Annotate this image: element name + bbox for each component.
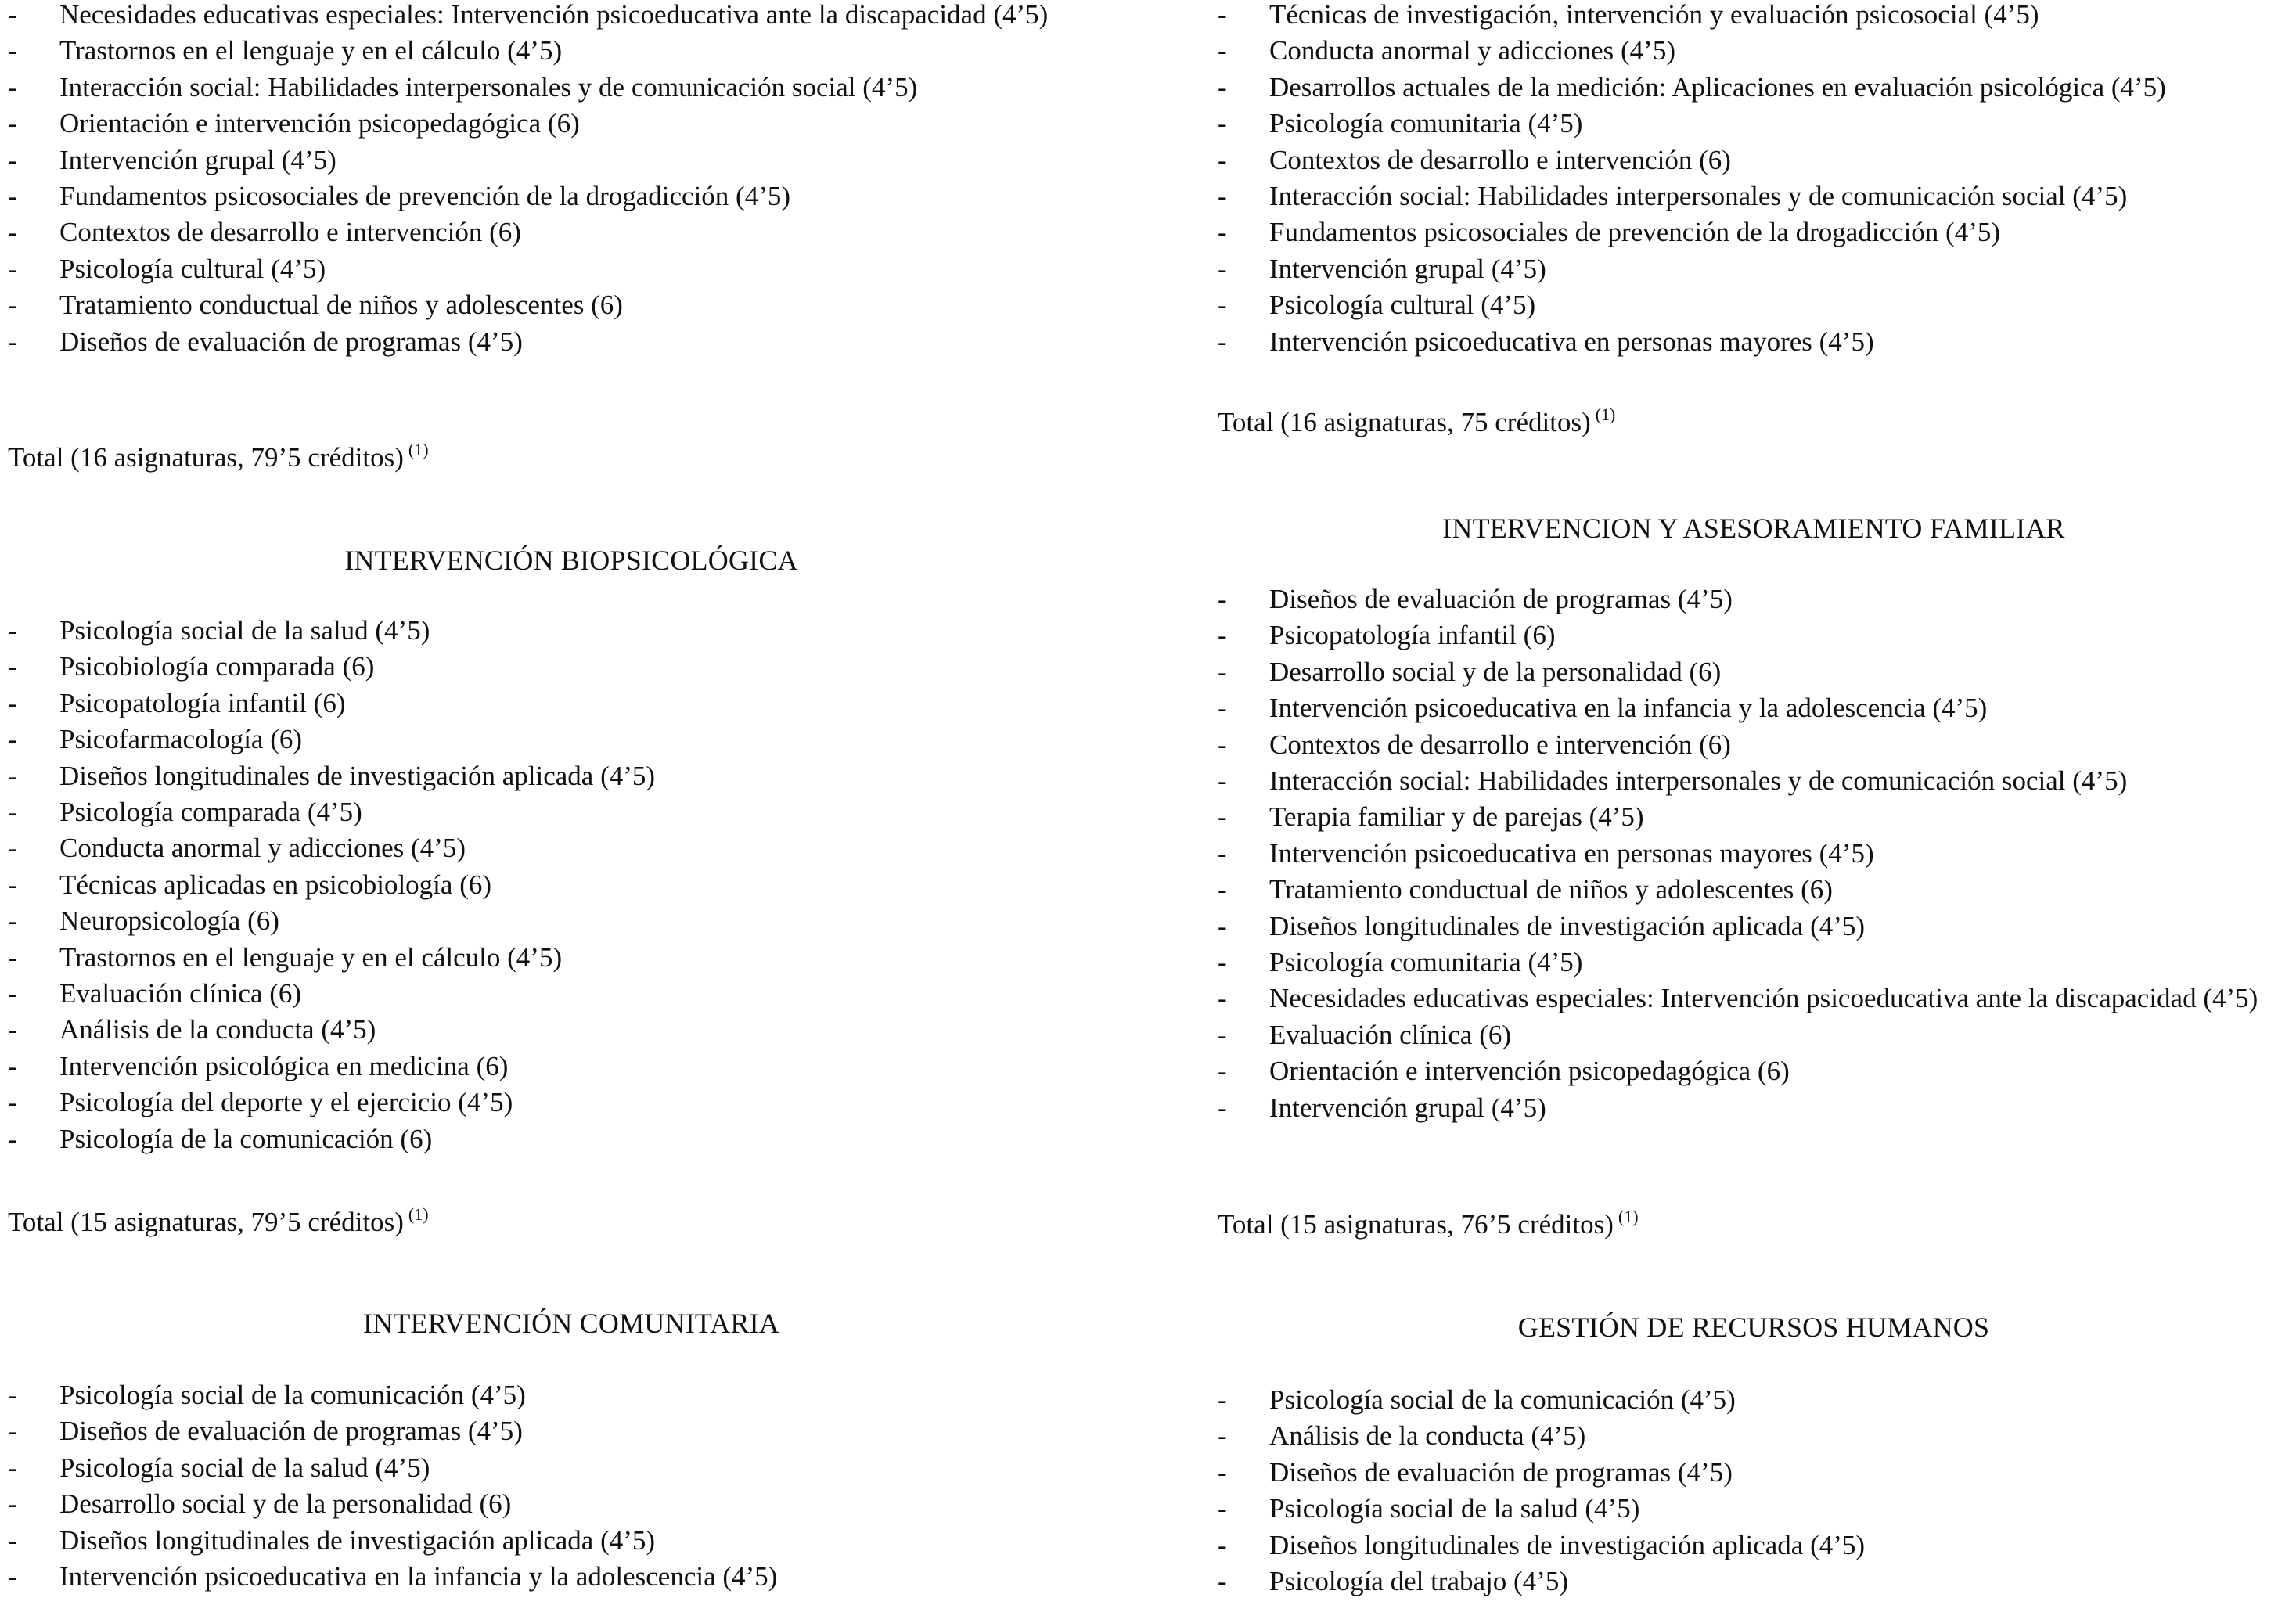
bullet-dash: -	[8, 724, 17, 755]
list-item: - Trastornos en el lenguaje y en el cálculo (4’5)	[8, 940, 1135, 976]
bullet-dash: -	[1218, 1420, 1227, 1452]
list-item: - Desarrollos actuales de la medición: Aplicaciones en evaluación psicológica (4’5)	[1218, 70, 2290, 106]
list-item: - Psicobiología comparada (6)	[8, 649, 1135, 685]
bullet-dash: -	[8, 1452, 17, 1483]
bullet-dash: -	[1218, 1092, 1227, 1123]
bullet-dash: -	[1218, 1493, 1227, 1524]
comunitaria-list	[8, 1377, 1135, 1595]
list-item: - Orientación e intervención psicopedagógica (6)	[1218, 1053, 2290, 1089]
bullet-dash: -	[1218, 1456, 1227, 1488]
bullet-dash: -	[8, 687, 17, 718]
section-heading-comunitaria: INTERVENCIÓN COMUNITARIA	[363, 1308, 779, 1339]
bullet-dash: -	[1218, 181, 1227, 212]
list-item: - Psicología social de la salud (4’5)	[1218, 1491, 2290, 1527]
list-item: - Diseños de evaluación de programas (4’5)	[8, 324, 1135, 360]
list-item: - Contextos de desarrollo e intervención (6)	[1218, 142, 2290, 178]
bullet-dash: -	[1218, 1566, 1227, 1597]
bullet-dash: -	[8, 1488, 17, 1520]
bullet-dash: -	[8, 760, 17, 791]
footnote-ref: (1)	[1595, 405, 1616, 424]
bullet-dash: -	[8, 35, 17, 67]
section-heading-rrhh: GESTIÓN DE RECURSOS HUMANOS	[1517, 1312, 1990, 1343]
list-item: - Intervención psicoeducativa en la infancia y la adolescencia (4’5)	[1218, 690, 2290, 726]
list-item: - Técnicas aplicadas en psicobiología (6)	[8, 867, 1135, 903]
list-item: - Psicología comparada (4’5)	[8, 794, 1135, 830]
bullet-dash: -	[1218, 1019, 1227, 1050]
bullet-dash: -	[8, 797, 17, 828]
list-item: - Diseños longitudinales de investigación aplicada (4’5)	[8, 758, 1135, 794]
bullet-dash: -	[8, 144, 17, 175]
bullet-dash: -	[1218, 1529, 1227, 1560]
list-item: - Diseños longitudinales de investigación aplicada (4’5)	[1218, 1528, 2290, 1564]
bullet-dash: -	[1218, 729, 1227, 760]
footnote-ref: (1)	[408, 440, 429, 459]
list-item: - Conducta anormal y adicciones (4’5)	[1218, 33, 2290, 69]
list-item: - Psicología del trabajo (4’5)	[1218, 1564, 2290, 1600]
bullet-dash: -	[1218, 108, 1227, 139]
list-item: - Diseños de evaluación de programas (4’5)	[1218, 581, 2290, 617]
list-item: - Psicopatología infantil (6)	[8, 686, 1135, 722]
bullet-dash: -	[8, 941, 17, 973]
list-item: - Desarrollo social y de la personalidad (6)	[8, 1486, 1135, 1522]
familiar-section	[1218, 581, 2290, 1126]
list-item: - Terapia familiar y de parejas (4’5)	[1218, 799, 2290, 835]
bullet-dash: -	[1218, 693, 1227, 724]
bullet-dash: -	[1218, 290, 1227, 321]
bullet-dash: -	[1218, 1056, 1227, 1087]
list-item: - Orientación e intervención psicopedagógica (6)	[8, 106, 1135, 142]
bullet-dash: -	[8, 978, 17, 1009]
list-item: - Psicología cultural (4’5)	[8, 251, 1135, 287]
comunitaria-section	[8, 1377, 1135, 1595]
bullet-dash: -	[8, 615, 17, 646]
list-item: - Psicología del deporte y el ejercicio (4’5)	[8, 1085, 1135, 1121]
left-top-section	[8, 0, 1135, 360]
list-item: - Psicología social de la comunicación (4’5)	[1218, 1382, 2290, 1418]
list-item: - Psicología comunitaria (4’5)	[1218, 945, 2290, 981]
bullet-dash: -	[1218, 0, 1227, 30]
familiar-total: Total (15 asignaturas, 76’5 créditos) $^{(1)}$	[1218, 1207, 1639, 1240]
bullet-dash: -	[8, 1524, 17, 1556]
list-item: - Psicopatología infantil (6)	[1218, 617, 2290, 653]
list-item: - Neuropsicología (6)	[8, 903, 1135, 939]
list-item: - Diseños de evaluación de programas (4’5)	[8, 1413, 1135, 1449]
list-item: - Evaluación clínica (6)	[1218, 1017, 2290, 1053]
right-top-section	[1218, 0, 2290, 360]
bullet-dash: -	[1218, 837, 1227, 869]
bullet-dash: -	[8, 651, 17, 682]
list-item: - Diseños de evaluación de programas (4’5)	[1218, 1455, 2290, 1491]
list-item: - Técnicas de investigación, intervención y evaluación psicosocial (4’5)	[1218, 0, 2290, 33]
rrhh-list	[1218, 1382, 2290, 1600]
list-item: - Psicofarmacología (6)	[8, 722, 1135, 758]
bullet-dash: -	[1218, 584, 1227, 614]
bullet-dash: -	[8, 0, 17, 30]
list-item: - Intervención grupal (4’5)	[8, 142, 1135, 178]
familiar-list	[1218, 581, 2290, 1126]
footnote-ref: (1)	[408, 1204, 429, 1224]
bullet-dash: -	[1218, 144, 1227, 175]
list-item: - Evaluación clínica (6)	[8, 976, 1135, 1012]
list-item: - Tratamiento conductual de niños y adolescentes (6)	[8, 287, 1135, 323]
left-top-total: Total (16 asignaturas, 79’5 créditos) $^{(1)}$	[8, 440, 429, 473]
list-item: - Conducta anormal y adicciones (4’5)	[8, 830, 1135, 866]
list-item: - Contextos de desarrollo e intervención (6)	[1218, 727, 2290, 763]
bullet-dash: -	[8, 1014, 17, 1045]
bullet-dash: -	[1218, 947, 1227, 978]
list-item: - Tratamiento conductual de niños y adolescentes (6)	[1218, 872, 2290, 908]
bullet-dash: -	[8, 1561, 17, 1592]
bullet-dash: -	[1218, 910, 1227, 941]
bullet-dash: -	[8, 905, 17, 937]
bullet-dash: -	[1218, 1384, 1227, 1415]
bullet-dash: -	[8, 1416, 17, 1447]
list-item: - Análisis de la conducta (4’5)	[1218, 1418, 2290, 1454]
bullet-dash: -	[8, 290, 17, 321]
list-item: - Psicología de la comunicación (6)	[8, 1121, 1135, 1157]
list-item: - Interacción social: Habilidades interpersonales y de comunicación social (4’5)	[1218, 763, 2290, 799]
bullet-dash: -	[1218, 71, 1227, 103]
biopsicologica-total: Total (15 asignaturas, 79’5 créditos) $^{(1)}$	[8, 1204, 429, 1237]
bullet-dash: -	[8, 217, 17, 248]
list-item: - Intervención psicoeducativa en personas mayores (4’5)	[1218, 836, 2290, 872]
left-top-list	[8, 0, 1135, 360]
bullet-dash: -	[8, 1050, 17, 1081]
bullet-dash: -	[1218, 765, 1227, 797]
right-top-list	[1218, 0, 2290, 360]
bullet-dash: -	[1218, 326, 1227, 357]
rrhh-section	[1218, 1382, 2290, 1600]
list-item: - Necesidades educativas especiales: Intervención psicoeducativa ante la discapacidad (4’5)	[1218, 981, 2294, 1017]
bullet-dash: -	[1218, 217, 1227, 248]
list-item: - Psicología social de la comunicación (4’5)	[8, 1377, 1135, 1413]
list-item: - Fundamentos psicosociales de prevención de la drogadicción (4’5)	[1218, 214, 2290, 250]
list-item: - Intervención psicológica en medicina (6)	[8, 1049, 1135, 1085]
right-top-total: Total (16 asignaturas, 75 créditos) $^{(1)}$	[1218, 405, 1616, 437]
bullet-dash: -	[8, 253, 17, 284]
list-item: - Psicología cultural (4’5)	[1218, 287, 2290, 323]
bullet-dash: -	[1218, 35, 1227, 67]
list-item: - Necesidades educativas especiales: Intervención psicoeducativa ante la discapacidad (4’5)	[8, 0, 1085, 33]
bullet-dash: -	[1218, 983, 1227, 1014]
biopsicologica-list	[8, 613, 1135, 1157]
list-item: - Desarrollo social y de la personalidad (6)	[1218, 654, 2290, 690]
bullet-dash: -	[8, 833, 17, 864]
bullet-dash: -	[8, 1123, 17, 1154]
list-item: - Diseños longitudinales de investigación aplicada (4’5)	[1218, 909, 2290, 945]
list-item: - Contextos de desarrollo e intervención (6)	[8, 214, 1135, 250]
list-item: - Intervención psicoeducativa en la infancia y la adolescencia (4’5)	[8, 1559, 1135, 1595]
list-item: - Fundamentos psicosociales de prevención de la drogadicción (4’5)	[8, 178, 1135, 214]
list-item: - Intervención grupal (4’5)	[1218, 251, 2290, 287]
bullet-dash: -	[1218, 801, 1227, 833]
list-item: - Psicología comunitaria (4’5)	[1218, 106, 2290, 142]
bullet-dash: -	[8, 108, 17, 139]
section-heading-biopsicologica: INTERVENCIÓN BIOPSICOLÓGICA	[344, 545, 798, 576]
bullet-dash: -	[1218, 620, 1227, 651]
bullet-dash: -	[1218, 656, 1227, 687]
bullet-dash: -	[8, 181, 17, 212]
list-item: - Interacción social: Habilidades interpersonales y de comunicación social (4’5)	[8, 70, 1135, 106]
bullet-dash: -	[1218, 253, 1227, 284]
biopsicologica-section	[8, 613, 1135, 1157]
list-item: - Diseños longitudinales de investigación aplicada (4’5)	[8, 1523, 1135, 1559]
bullet-dash: -	[1218, 874, 1227, 905]
footnote-ref: (1)	[1618, 1207, 1639, 1226]
bullet-dash: -	[8, 1087, 17, 1118]
list-item: - Análisis de la conducta (4’5)	[8, 1012, 1135, 1048]
list-item: - Interacción social: Habilidades interpersonales y de comunicación social (4’5)	[1218, 178, 2290, 214]
list-item: - Intervención psicoeducativa en personas mayores (4’5)	[1218, 324, 2290, 360]
list-item: - Psicología social de la salud (4’5)	[8, 1450, 1135, 1486]
bullet-dash: -	[8, 71, 17, 103]
list-item: - Intervención grupal (4’5)	[1218, 1090, 2290, 1126]
bullet-dash: -	[8, 326, 17, 357]
bullet-dash: -	[8, 1380, 17, 1410]
list-item: - Psicología social de la salud (4’5)	[8, 613, 1135, 649]
bullet-dash: -	[8, 869, 17, 900]
list-item: - Trastornos en el lenguaje y en el cálculo (4’5)	[8, 33, 1135, 69]
section-heading-familiar: INTERVENCION Y ASESORAMIENTO FAMILIAR	[1442, 513, 2065, 544]
